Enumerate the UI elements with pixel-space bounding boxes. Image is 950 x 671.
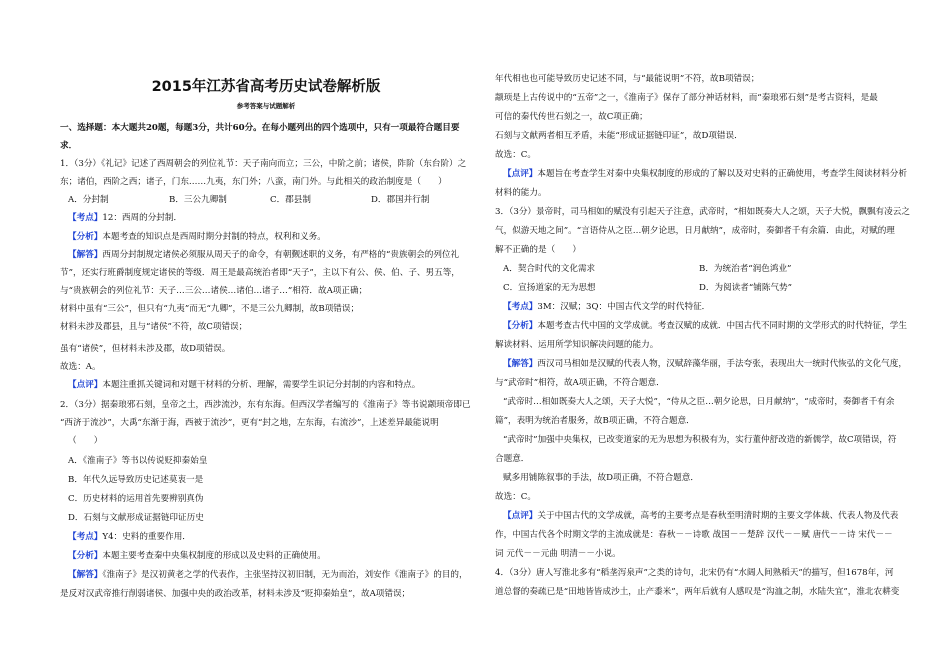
q2-option-a: A．《淮南子》等书以传说贬抑秦始皇 bbox=[68, 456, 208, 466]
q2-kaodian bbox=[60, 533, 472, 542]
q3-dianping bbox=[495, 511, 899, 521]
q1-kaodian bbox=[60, 214, 472, 223]
q4-stem-line: 4．（3分）唐人写淮北多有“稻垄泻泉声”之类的诗句，北宋仍有“水阔人间熟稻天”的描写，但1678年，河 bbox=[495, 568, 894, 578]
page-subtitle: 参考答案与试题解析 bbox=[236, 102, 296, 110]
q2-jieda-line: 是反对汉武帝推行削弱诸侯、加强中央的政治改革，材料未涉及“贬抑秦始皇”，故A项错误； bbox=[60, 589, 411, 599]
fenxi-tag: 【分析】 bbox=[68, 551, 103, 561]
dianping-tag: 【点评】 bbox=[68, 380, 103, 390]
dianping-tag: 【点评】 bbox=[503, 169, 538, 179]
q2-stem-line: （ ） bbox=[68, 436, 103, 446]
fenxi-tag: 【分析】 bbox=[68, 232, 103, 242]
q3-options-row2 bbox=[495, 284, 895, 293]
q1-jieda-text: 西周分封制规定诸侯必须服从周天子的命令，有朝觐述职的义务，有严格的“贵族朝会的列位礼 bbox=[102, 250, 460, 260]
q1-option-c: C．郡县制 bbox=[270, 195, 311, 205]
q3-fenxi-text: 本题考查古代中国的文学成就。考查汉赋的成就．中国古代不同时期的文学形式的时代特征，学生 bbox=[537, 321, 907, 331]
q1-dianping bbox=[60, 381, 472, 390]
jieda-tag: 【解答】 bbox=[68, 250, 103, 260]
q3-stem-line: 3．（3分）景帝时，司马相如的赋没有引起天子注意，武帝时，“相如既奏大人之颂，天子大悦，飘飘有凌云之 bbox=[495, 207, 910, 217]
q3-dianping-line: 词 元代－－元曲 明清－－小说。 bbox=[495, 549, 621, 559]
dianping-tag: 【点评】 bbox=[503, 511, 538, 521]
q3-jieda-line: 合题意． bbox=[495, 454, 530, 464]
q3-option-a: A．契合时代的文化需求 bbox=[503, 264, 596, 274]
q2-stem-line: 2．（3分）据秦琅邪石刻，皇帝之土，西涉流沙，东有东海。但西汉学者编写的《淮南子》等书说颛顼帝即已 bbox=[60, 400, 471, 410]
q2-answer: 故选：C。 bbox=[495, 150, 536, 160]
q3-dianping-text: 关于中国古代的文学成就，高考的主要考点是春秋至明清时期的主要文学体裁、代表人物及代表 bbox=[537, 511, 899, 521]
q3-jieda-line: “武帝时”加强中央集权，已改变道家的无为思想为积极有为，实行董仲舒改造的新儒学，故C项错误，符 bbox=[503, 435, 897, 445]
q2-jieda-line: 可信的秦代传世石刻之一，故C项正确； bbox=[495, 112, 648, 122]
q1-jieda-line: 节”，还实行班爵制度规定诸侯的等级．周王是最高统治者即“天子”，主以下有公、侯、伯、子、男五等， bbox=[60, 268, 460, 278]
q1-stem-line: 1．（3分）《礼记》记述了西周朝会的列位礼节：天子南向而立；三公，中阶之前；诸侯，阼阶（东台阶）之 bbox=[60, 159, 467, 169]
q2-dianping bbox=[495, 169, 907, 179]
q1-options bbox=[60, 196, 472, 205]
kaodian-tag: 【考点】 bbox=[68, 213, 103, 223]
q2-option-d: D．石刻与文献形成证据链印证历史 bbox=[68, 513, 204, 523]
q3-answer: 故选：C。 bbox=[495, 492, 536, 502]
q3-jieda-line: 篇”，表明为统治者服务，故B项正确，不符合题意． bbox=[495, 416, 695, 426]
section-heading: 一、选择题：本大题共20题，每题3分，共计60分。在每小题列出的四个选项中，只有一项最符合题目要 bbox=[60, 123, 460, 133]
q2-jieda-line: 颛顼是上古传说中的“五帝”之一，《淮南子》保存了部分神话材料，而“秦琅邪石刻”是考古资料，是最 bbox=[495, 93, 878, 103]
kaodian-tag: 【考点】 bbox=[503, 302, 538, 312]
q3-option-b: B．为统治者“润色鸿业” bbox=[699, 264, 792, 274]
q1-jieda-line: 材料中虽有“三公”，但只有“九夷”而无“九卿”，不是三公九卿制，故B项错误； bbox=[60, 304, 360, 314]
kaodian-tag: 【考点】 bbox=[68, 532, 103, 542]
q1-jieda bbox=[60, 251, 472, 260]
page-title: 2015年江苏省高考历史试卷解析版 bbox=[151, 79, 381, 95]
q2-jieda-line: 年代相也也可能导致历史记述不同，与“最能说明”不符，故B项错误； bbox=[495, 74, 760, 84]
q3-kaodian bbox=[495, 303, 895, 312]
q1-answer: 故选：A。 bbox=[60, 362, 101, 372]
jieda-tag: 【解答】 bbox=[68, 570, 103, 580]
q2-fenxi bbox=[60, 552, 472, 561]
q3-fenxi bbox=[495, 321, 907, 331]
q3-kaodian-text: 3M：汉赋；3Q：中国古代文学的时代特征． bbox=[537, 302, 711, 312]
q2-kaodian-text: Y4：史料的重要作用． bbox=[102, 532, 191, 542]
q3-jieda-line: 与“武帝时”相符，故A项正确，不符合题意． bbox=[495, 378, 665, 388]
q2-option-b: B．年代久远导致历史记述莫衷一是 bbox=[68, 475, 204, 485]
q2-jieda-text: 《淮南子》是汉初黄老之学的代表作，主张坚持汉初旧制，无为而治，刘安作《淮南子》的目的， bbox=[102, 570, 468, 580]
q1-jieda-line: 材料未涉及郡县，且与“诸侯”不符，故C项错误； bbox=[60, 322, 248, 332]
q3-option-d: D．为阅读者“铺陈气势” bbox=[699, 283, 793, 293]
q1-kaodian-text: 12：西周的分封制． bbox=[102, 213, 183, 223]
q1-dianping-text: 本题注重抓关键词和对题干材料的分析、理解，需要学生识记分封制的内容和特点。 bbox=[102, 380, 421, 390]
jieda-tag: 【解答】 bbox=[503, 359, 538, 369]
q2-fenxi-text: 本题主要考查秦中央集权制度的形成以及史料的正确使用。 bbox=[102, 551, 326, 561]
q1-fenxi bbox=[60, 233, 472, 242]
q2-dianping-text: 本题旨在考查学生对秦中央集权制度的形成的了解以及对史料的正确使用，考查学生阅读材料分析 bbox=[537, 169, 907, 179]
q1-option-b: B．三公九卿制 bbox=[169, 195, 227, 205]
q1-jieda-line: 虽有“诸侯”，但材料未涉及郡，故D项错误。 bbox=[60, 344, 231, 354]
q3-jieda-line: 赋多用铺陈叙事的手法，故D项正确，不符合题意． bbox=[503, 473, 699, 483]
q3-jieda-text: 西汉司马相如是汉赋的代表人物，汉赋辞藻华丽，手法夸张，表现出大一统时代恢弘的文化气度， bbox=[537, 359, 907, 369]
q3-stem-line: 气，似游天地之间”。“言语侍从之臣…朝夕论思，日月献纳”，成帝时，奏御者千有余篇．由此，对赋的理 bbox=[495, 226, 895, 236]
q1-jieda-line: 与“贵族朝会的列位礼节：天子…三公…诸侯…诸伯…诸子…”相符．故A项正确； bbox=[60, 286, 368, 296]
q3-options-row1 bbox=[495, 265, 895, 274]
q2-option-c: C．历史材料的运用首先要辨别真伪 bbox=[68, 494, 204, 504]
q1-option-a: A．分封制 bbox=[68, 195, 109, 205]
q3-fenxi-line: 解读材料、运用所学知识解决问题的能力。 bbox=[495, 340, 659, 350]
section-heading-cont: 求． bbox=[60, 141, 78, 151]
q1-stem-line: 东；诸伯，西阶之西；诸子，门东……九夷，东门外；八蛮，南门外。与此相关的政治制度是（ ） bbox=[60, 177, 447, 187]
q3-jieda bbox=[495, 359, 907, 369]
q1-option-d: D．郡国并行制 bbox=[371, 195, 430, 205]
q1-fenxi-text: 本题考查的知识点是西周时期分封制的特点，权利和义务。 bbox=[102, 232, 326, 242]
fenxi-tag: 【分析】 bbox=[503, 321, 538, 331]
q3-stem-line: 解不正确的是（ ） bbox=[495, 245, 581, 255]
q2-jieda bbox=[60, 571, 472, 580]
q4-stem-line: 道总督的奏疏已是“田地皆皆成沙土，止产黍米”，两年后就有人感叹是“沟洫之制，水陆失宜”，淮北农耕变 bbox=[495, 587, 900, 597]
q2-jieda-line: 石刻与文献两者相互矛盾，未能“形成证据链印证”，故D项错误． bbox=[495, 131, 743, 141]
q2-stem-line: “西济于流沙”，大禹“东渐于海，西被于流沙”，更有“封之地，左东海，右流沙”，上述差异最能说明 bbox=[60, 418, 439, 428]
q3-option-c: C．宣扬道家的无为思想 bbox=[503, 283, 596, 293]
q3-jieda-line: “武帝时…相如既奏大人之颂，天子大悦”，“侍从之臣…朝夕论思，日月献纳”，“成帝时，奏御者千有余 bbox=[503, 397, 895, 407]
q2-dianping-line: 材料的能力。 bbox=[495, 188, 547, 198]
q3-dianping-line: 作，中国古代各个时期文学的主流成就是：春秋－－诗歌 战国－－楚辞 汉代－－赋 唐代－－诗 宋代－－ bbox=[495, 530, 893, 540]
